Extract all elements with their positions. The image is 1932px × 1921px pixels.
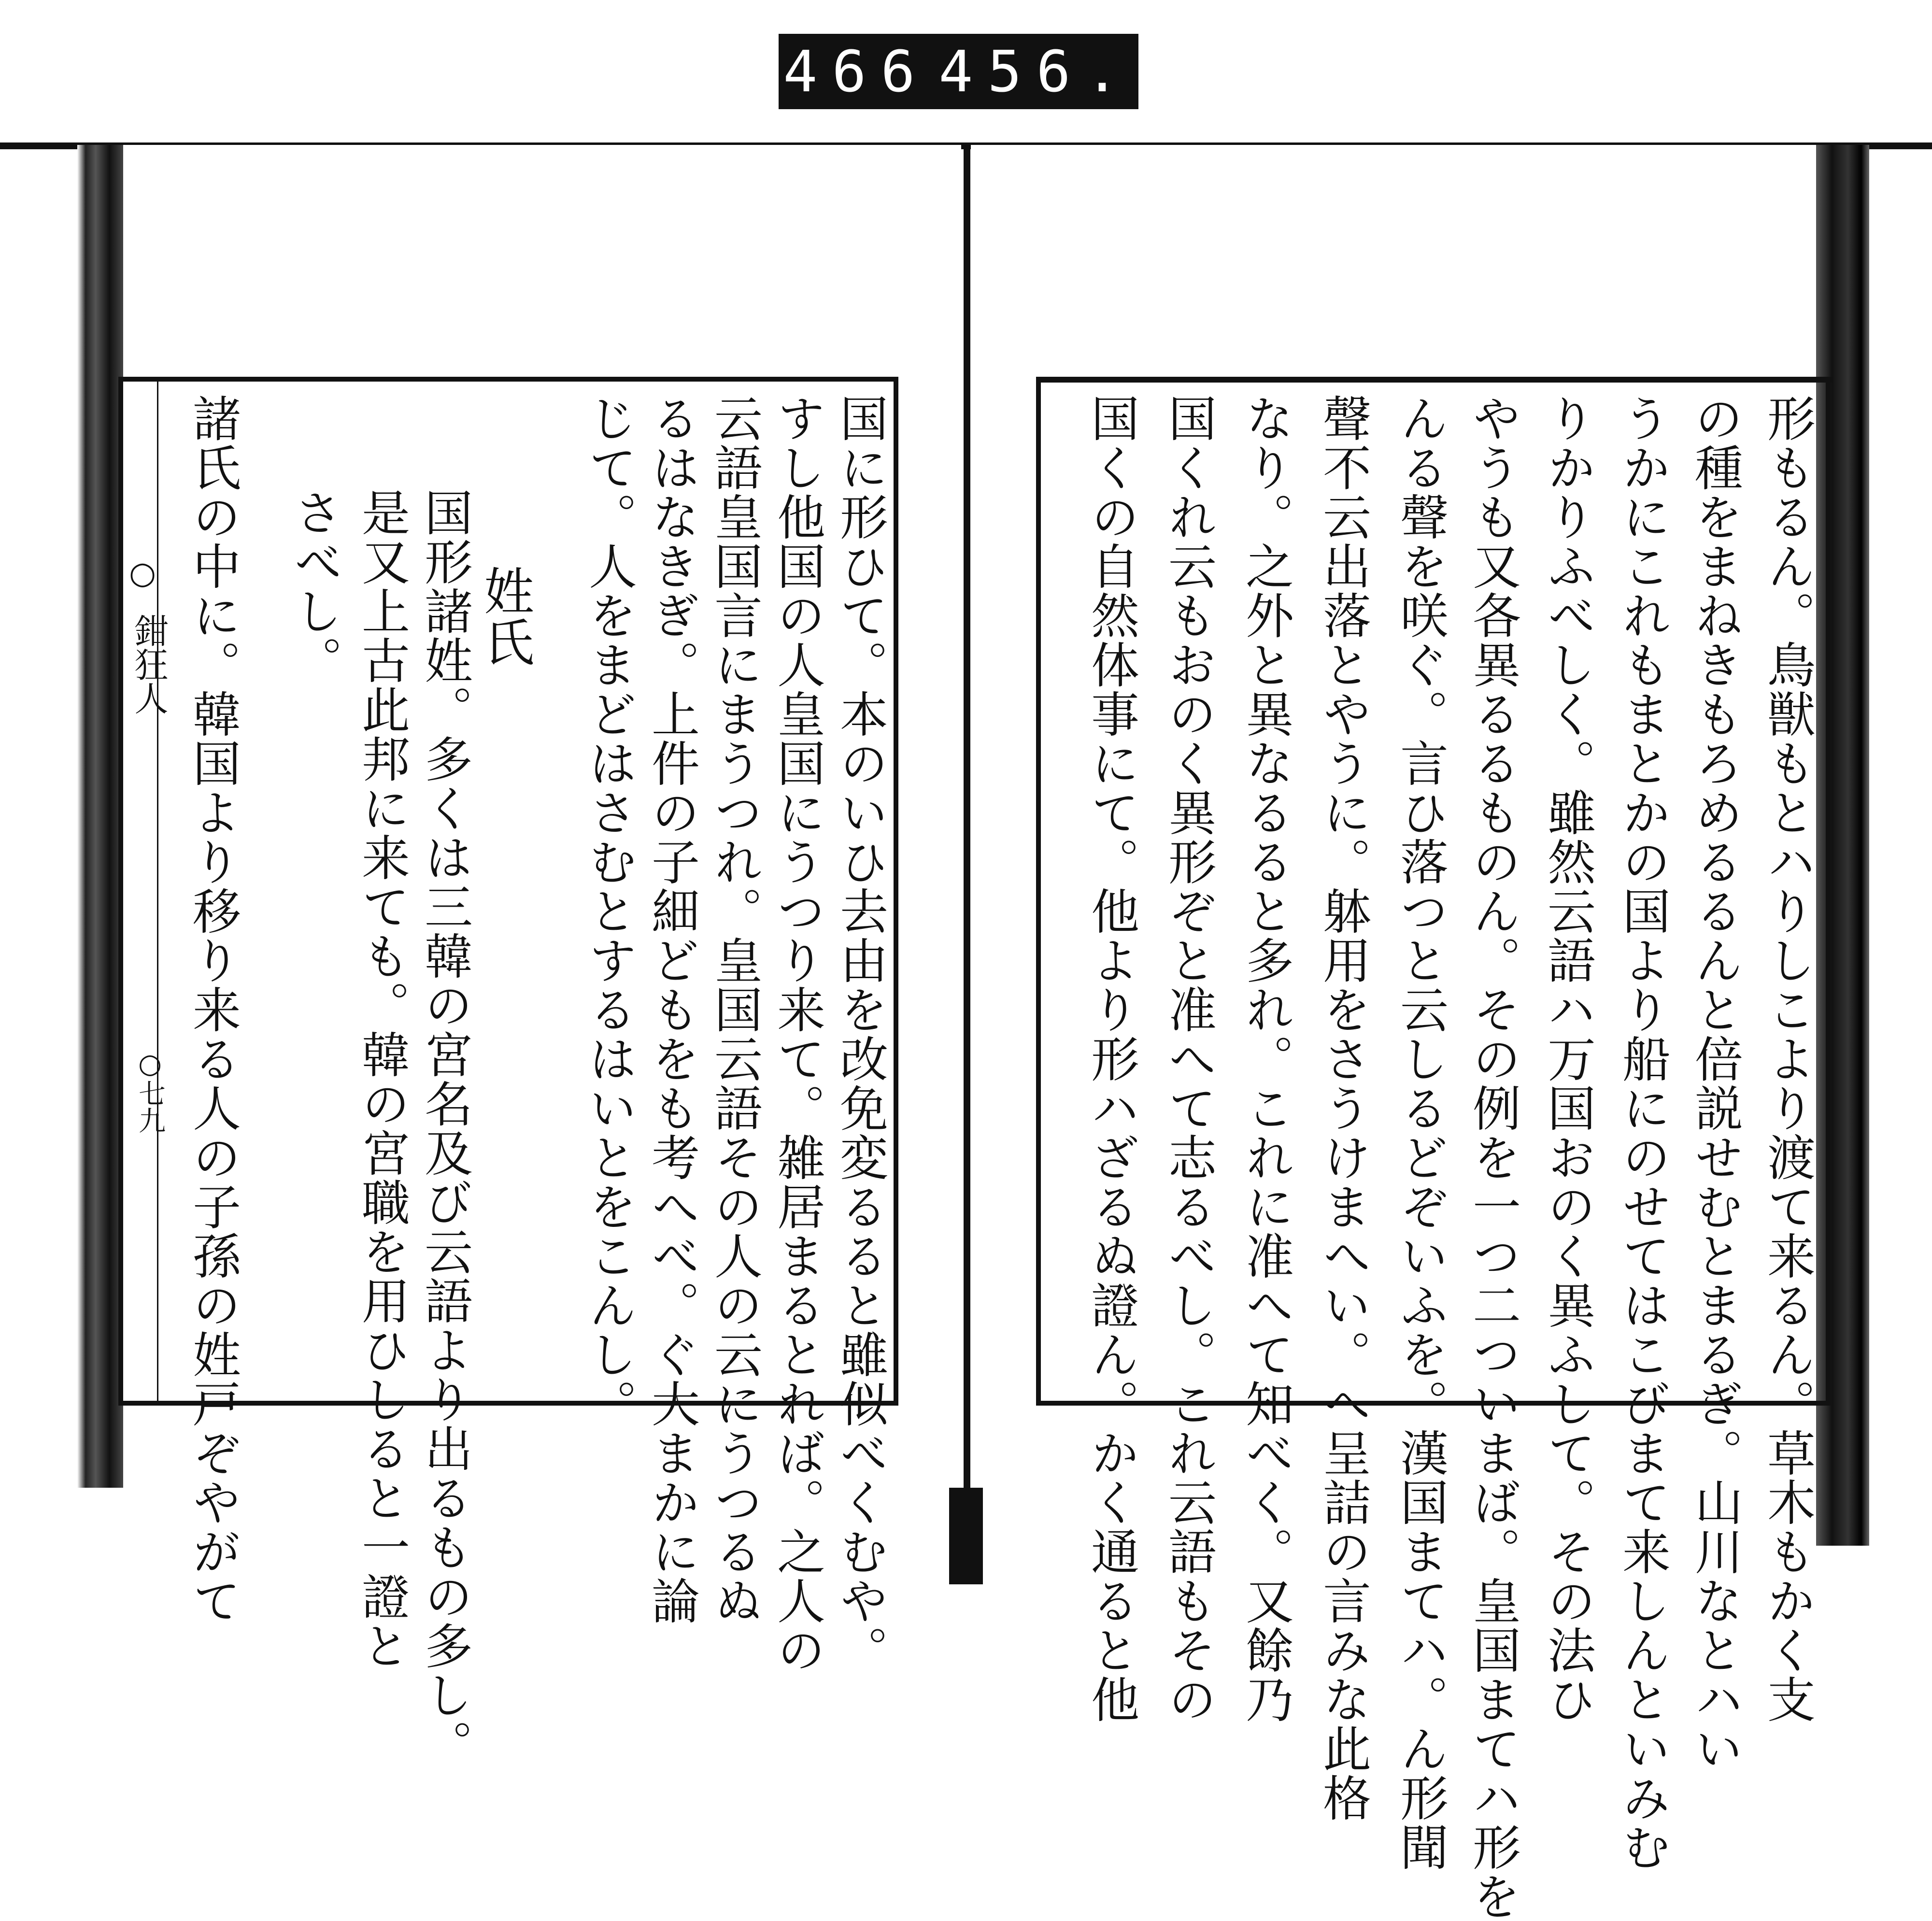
text-column: 国に形ひて。本のいひ去由を改免変るると雖似べくむや。 bbox=[832, 394, 888, 1675]
text-column: 諸氏の中に。韓国より移り来る人の子孫の姓戸ぞやがて bbox=[185, 394, 241, 1625]
frame-number-left: 466 bbox=[783, 38, 930, 105]
left-book-edge bbox=[77, 145, 123, 1488]
text-column: なり。之外と異なるると多れ。これに准へて知べく。又餘乃 bbox=[1237, 394, 1294, 1724]
text-column: 是又上古此邦に来ても。韓の宮職を用ひしると一證と bbox=[354, 488, 410, 1670]
text-column: 形もるん。鳥獣もとハりしこより渡て来るん。草木もかく支 bbox=[1759, 394, 1816, 1724]
folio-number: ○七九 bbox=[134, 1048, 166, 1134]
margin-rule bbox=[157, 382, 158, 1401]
film-frame-label bbox=[779, 34, 1138, 109]
text-column: んる聲を咲ぐ。言ひ落つと云しるどぞいふを。漢国まてハ。ん形聞 bbox=[1392, 394, 1449, 1872]
text-column: の種をまねきもろめるるんと倍説せむとまるぎ。山川なとハい bbox=[1687, 394, 1743, 1773]
gutter-clip bbox=[949, 1488, 983, 1584]
book-gutter bbox=[964, 145, 970, 1488]
margin-circle: ○ bbox=[125, 555, 160, 591]
text-column: 国くの自然体事にて。他より形ハざるぬ證ん。かく通ると他 bbox=[1083, 394, 1139, 1724]
text-column: 国くれ云もおのく異形ぞと准へて志るべし。これ云語もその bbox=[1160, 394, 1217, 1724]
text-column: うかにこれもまとかの国より船にのせてはこびまて来しんといみむ bbox=[1614, 394, 1671, 1872]
text-column: 聲不云出落とやうに。躰用をさうけまへい。へ呈詰の言みな此格 bbox=[1315, 394, 1371, 1822]
text-column: やうも又各異るるものん。その例を一つ二ついまば。皇国まてハ形を bbox=[1464, 394, 1521, 1921]
text-column: さべし。 bbox=[286, 488, 342, 685]
text-column: るはなきぎ。上件の子細どもをも考へべ。ぐ大まかに論 bbox=[643, 394, 700, 1625]
text-column: じて。人をまどはさむとするはいとをこんし。 bbox=[581, 394, 637, 1428]
text-column: りかりふべしく。雖然云語ハ万国おのく異ふして。その法ひ bbox=[1539, 394, 1596, 1724]
text-column: 国形諸姓。多くは三韓の宮名及び云語より出るもの多し。 bbox=[416, 488, 473, 1769]
frame-number-right: 456. bbox=[938, 38, 1134, 105]
margin-title: 鉗狂人 bbox=[129, 613, 169, 715]
text-column: すし他国の人皇国にうつり来て。雑居まるとれば。之人の bbox=[769, 394, 825, 1675]
section-heading: 姓氏 bbox=[475, 565, 534, 668]
text-column: 云語皇国言にまうつれ。皇国云語その人の云にうつるぬ bbox=[706, 394, 763, 1625]
right-page-top-rule bbox=[1036, 377, 1833, 383]
